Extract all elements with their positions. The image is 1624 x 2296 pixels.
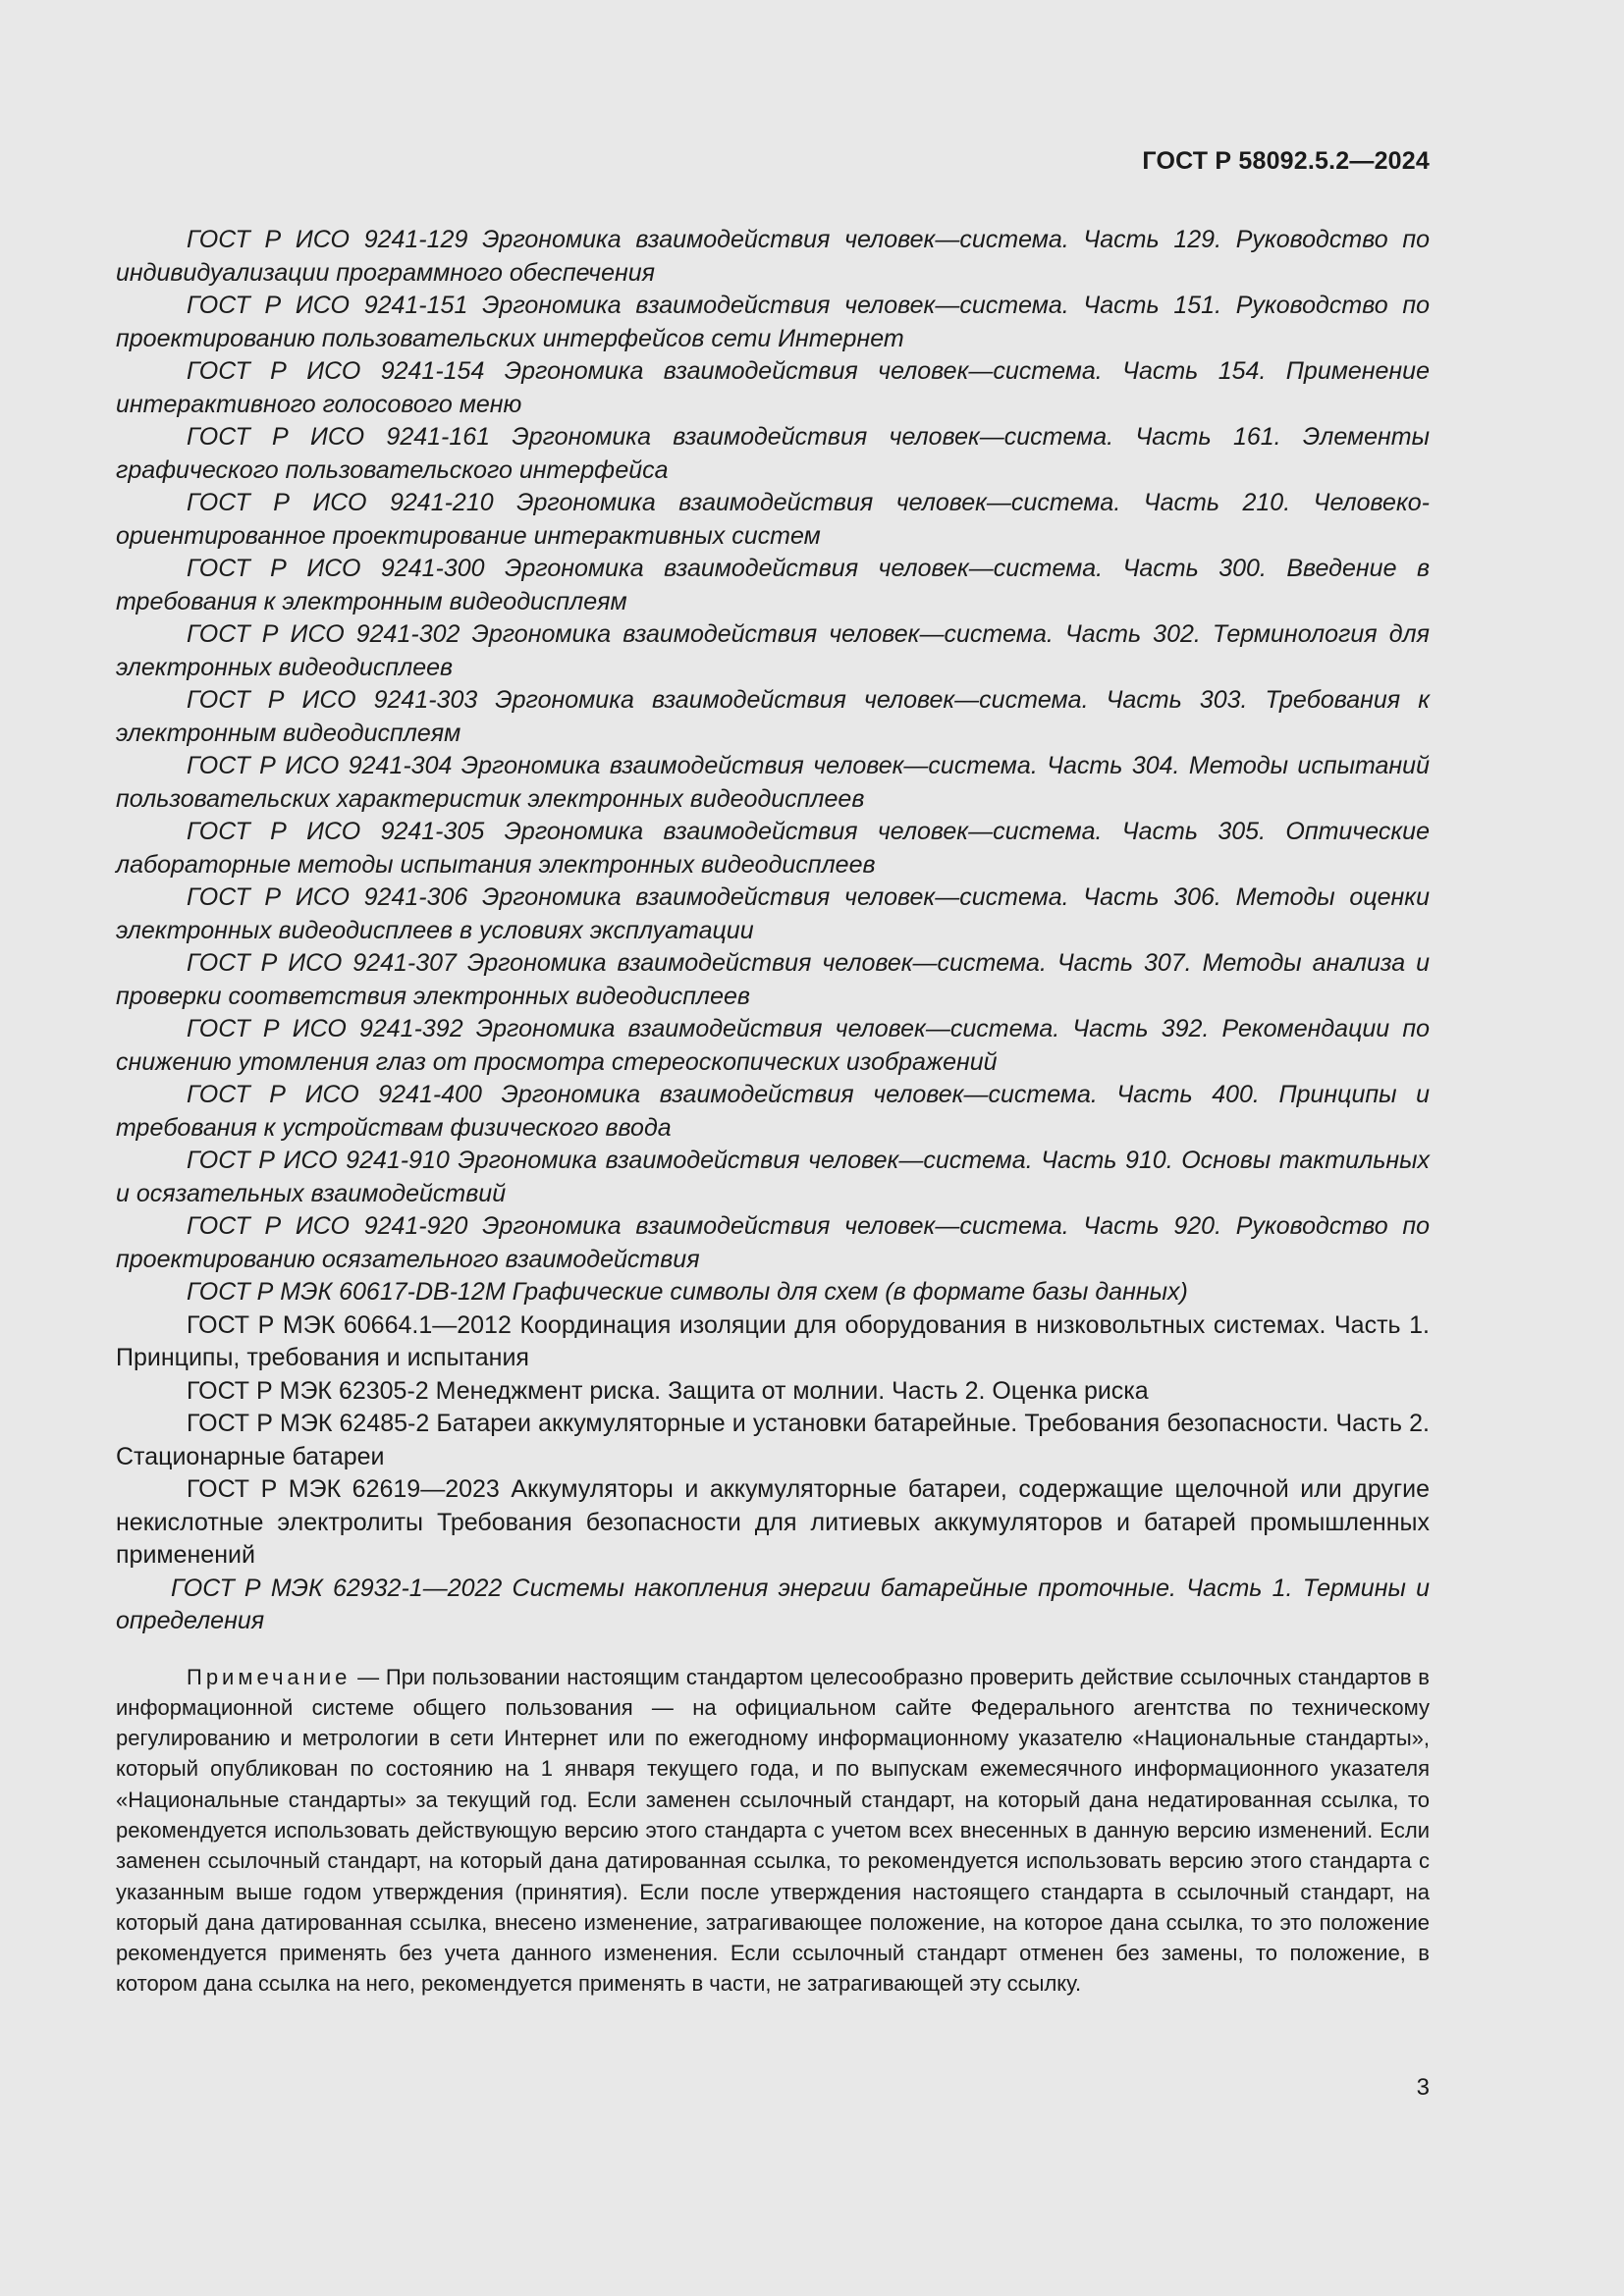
document-code-header: ГОСТ Р 58092.5.2—2024 [1142,147,1430,175]
reference-item: ГОСТ Р ИСО 9241-392 Эргономика взаимодействия человек—система. Часть 392. Рекомендации по снижению утомления глаз от просмотра стереоскопических изображений [116,1015,1430,1076]
page-number: 3 [1416,2074,1430,2101]
reference-item: ГОСТ Р ИСО 9241-302 Эргономика взаимодействия человек—система. Часть 302. Терминология для электронных видеодисплеев [116,620,1430,681]
reference-item: ГОСТ Р ИСО 9241-304 Эргономика взаимодействия человек—система. Часть 304. Методы испытаний пользовательских характеристик электронных видеодисплеев [116,752,1430,813]
reference-item: ГОСТ Р ИСО 9241-129 Эргономика взаимодействия человек—система. Часть 129. Руководство по индивидуализации программного обеспечения [116,226,1430,287]
reference-item: ГОСТ Р ИСО 9241-910 Эргономика взаимодействия человек—система. Часть 910. Основы тактильных и осязательных взаимодействий [116,1147,1430,1207]
normative-references-list [116,224,1430,1638]
note-text: — При пользовании настоящим стандартом целесообразно проверить действие ссылочных стандартов в информационной системе общего пользования — на официальном сайте Федерального агентства по техническому регулированию и метрологии в сети Интернет или по ежегодному информационному указателю «Национальные стандарты», который опубликован по состоянию на 1 января текущего года, и по выпускам ежемесячного информационного указателя «Национальные стандарты» за текущий год. Если заменен ссылочный стандарт, на который дана недатированная ссылка, то рекомендуется использовать действующую версию этого стандарта с учетом всех внесенных в данную версию изменений. Если заменен ссылочный стандарт, на который дана датированная ссылка, то рекомендуется использовать версию этого стандарта с указанным выше годом утверждения (принятия). Если после утверждения настоящего стандарта в ссылочный стандарт, на который дана датированная ссылка, внесено изменение, затрагивающее положение, на которое дана ссылка, то это положение рекомендуется применять без учета данного изменения. Если ссылочный стандарт отменен без замены, то положение, в котором дана ссылка на него, рекомендуется применять в части, не затрагивающей эту ссылку. [116,1664,1430,1997]
reference-item: ГОСТ Р ИСО 9241-300 Эргономика взаимодействия человек—система. Часть 300. Введение в требования к электронным видеодисплеям [116,555,1430,615]
reference-item: ГОСТ Р ИСО 9241-210 Эргономика взаимодействия человек—система. Часть 210. Человеко-ориентированное проектирование интерактивных систем [116,489,1430,550]
reference-item: ГОСТ Р МЭК 62305-2 Менеджмент риска. Защита от молнии. Часть 2. Оценка риска [187,1376,1149,1405]
reference-item: ГОСТ Р ИСО 9241-306 Эргономика взаимодействия человек—система. Часть 306. Методы оценки электронных видеодисплеев в условиях эксплуатации [116,883,1430,944]
reference-item: ГОСТ Р ИСО 9241-161 Эргономика взаимодействия человек—система. Часть 161. Элементы графического пользовательского интерфейса [116,423,1430,484]
page-content [116,224,1430,2021]
reference-item: ГОСТ Р ИСО 9241-305 Эргономика взаимодействия человек—система. Часть 305. Оптические лабораторные методы испытания электронных видеодисплеев [116,818,1430,879]
reference-item: ГОСТ Р ИСО 9241-303 Эргономика взаимодействия человек—система. Часть 303. Требования к электронным видеодисплеям [116,686,1430,747]
reference-item: ГОСТ Р МЭК 62619—2023 Аккумуляторы и аккумуляторные батареи, содержащие щелочной или другие некислотные электролиты Требования безопасности для литиевых аккумуляторов и батарей промышленных применений [116,1475,1430,1569]
reference-item: ГОСТ Р МЭК 62932-1—2022 Системы накопления энергии батарейные проточные. Часть 1. Термины и определения [116,1574,1430,1634]
reference-item: ГОСТ Р ИСО 9241-154 Эргономика взаимодействия человек—система. Часть 154. Применение интерактивного голосового меню [116,357,1430,418]
reference-item: ГОСТ Р ИСО 9241-400 Эргономика взаимодействия человек—система. Часть 400. Принципы и требования к устройствам физического ввода [116,1081,1430,1142]
note-label: Примечание [187,1664,352,1689]
reference-item: ГОСТ Р МЭК 60617-DB-12M Графические символы для схем (в формате базы данных) [187,1278,1188,1306]
reference-item: ГОСТ Р МЭК 62485-2 Батареи аккумуляторные и установки батарейные. Требования безопасности. Часть 2. Стационарные батареи [116,1410,1430,1470]
reference-item: ГОСТ Р ИСО 9241-151 Эргономика взаимодействия человек—система. Часть 151. Руководство по проектированию пользовательских интерфейсов сети Интернет [116,292,1430,352]
reference-item: ГОСТ Р МЭК 60664.1—2012 Координация изоляции для оборудования в низковольтных системах. Часть 1. Принципы, требования и испытания [116,1310,1430,1371]
reference-item: ГОСТ Р ИСО 9241-920 Эргономика взаимодействия человек—система. Часть 920. Руководство по проектированию осязательного взаимодействия [116,1212,1430,1273]
reference-item: ГОСТ Р ИСО 9241-307 Эргономика взаимодействия человек—система. Часть 307. Методы анализа и проверки соответствия электронных видеодисплеев [116,949,1430,1010]
note-paragraph [116,1662,1430,2000]
